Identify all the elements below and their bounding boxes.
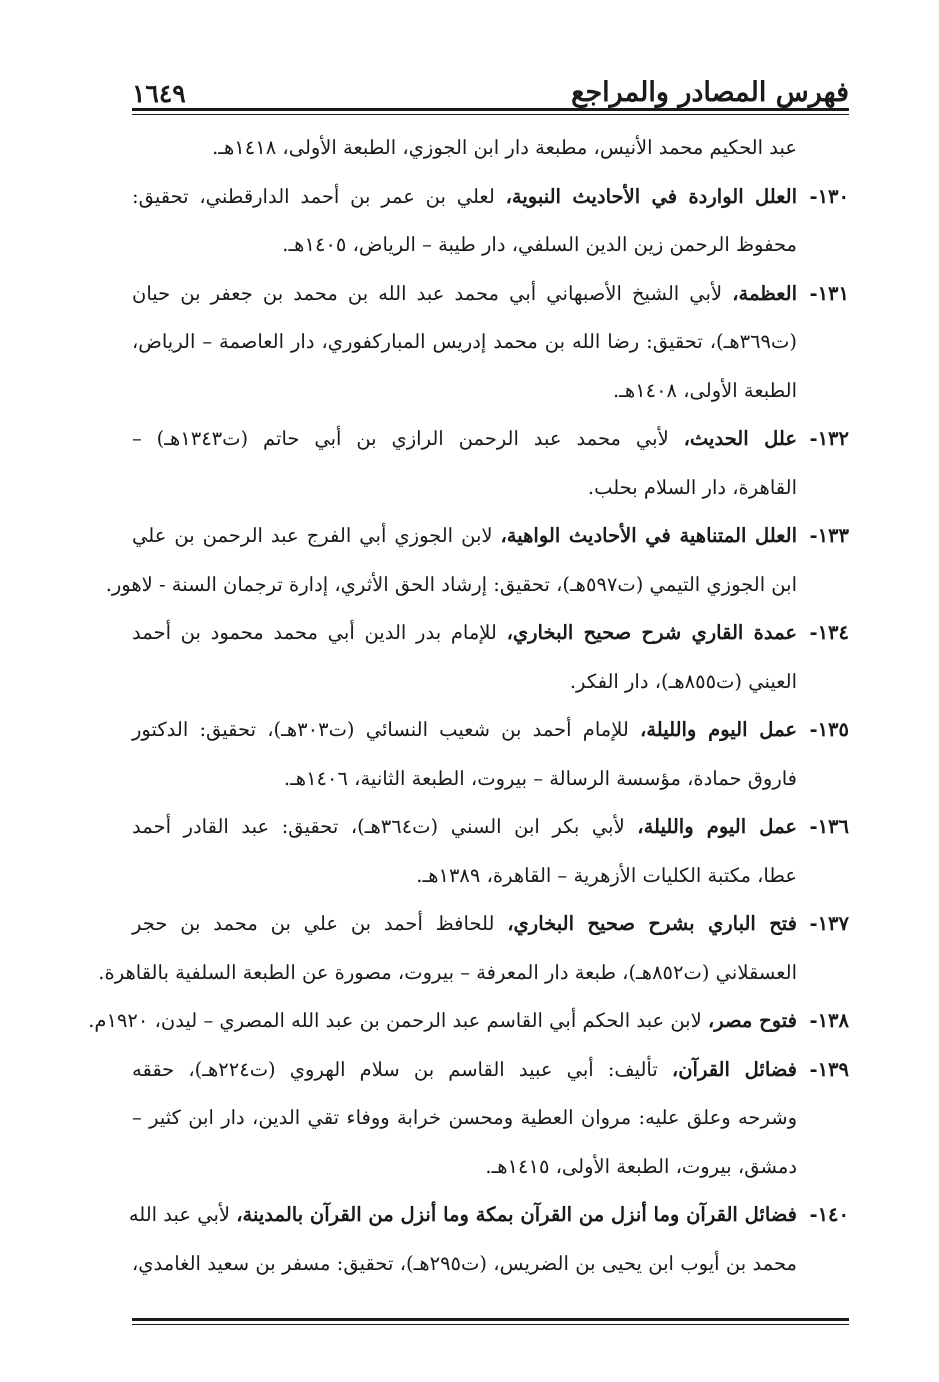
entry-first-text — [132, 900, 797, 949]
entry-continuation-line: دمشق، بيروت، الطبعة الأولى، ١٤١٥هـ. — [485, 1154, 797, 1178]
entry-first-line — [132, 270, 849, 319]
entry-number: ١٣٤- — [809, 621, 849, 644]
entry-title: فضائل القرآن وما أنزل من القرآن بمكة وما أنزل من القرآن بالمدينة، — [236, 1203, 797, 1226]
header-rule — [132, 108, 849, 111]
entry-number: ١٣٠- — [809, 184, 849, 208]
entry-first-line — [132, 609, 849, 658]
entry-continuation-line: فاروق حمادة، مؤسسة الرسالة – بيروت، الطبعة الثانية، ١٤٠٦هـ. — [283, 766, 797, 790]
entry-first-text — [132, 270, 797, 319]
entry-details: للإمام أحمد بن شعيب النسائي (ت٣٠٣هـ)، تحقيق: الدكتور — [132, 718, 629, 741]
entry-details: تأليف: أبي عبيد القاسم بن سلام الهروي (ت٢٢٤هـ)، حققه — [132, 1057, 658, 1081]
entry-continuation-line: وشرحه وعلق عليه: مروان العطية ومحسن خرابة ووفاء تقي الدين، دار ابن كثير – — [132, 1106, 797, 1129]
entry-first-line — [132, 415, 849, 464]
entry-first-line — [132, 512, 849, 561]
entry-first-text — [129, 1191, 797, 1240]
entry-first-text — [132, 173, 797, 222]
entry-number: ١٣٥- — [809, 718, 849, 741]
entry-first-line — [132, 173, 849, 222]
entry-number: ١٣١- — [809, 281, 849, 305]
entry-first-line — [88, 997, 849, 1046]
entry-details: لأبي محمد عبد الرحمن الرازي بن أبي حاتم (ت١٣٤٣هـ) – — [132, 427, 669, 450]
bibliography-entry — [132, 1046, 849, 1192]
entry-number: ١٣٣- — [809, 524, 849, 547]
entry-title: عمدة القاري شرح صحيح البخاري، — [506, 621, 797, 644]
entry-continuation-line: محمد بن أيوب ابن يحيى بن الضريس، (ت٢٩٥هـ)، تحقيق: مسفر بن سعيد الغامدي، — [132, 1251, 797, 1275]
entry-continuation-line: محفوظ الرحمن زين الدين السلفي، دار طيبة – الرياض، ١٤٠٥هـ. — [282, 233, 797, 256]
page-number: ١٦٤٩ — [132, 79, 186, 108]
entry-details: لابن الجوزي أبي الفرج عبد الرحمن بن علي — [132, 524, 493, 547]
entry-details: للحافظ أحمد بن علي بن محمد بن حجر — [132, 912, 495, 935]
header-rule-thin — [132, 114, 849, 115]
page-header — [132, 66, 849, 106]
bibliography-entry — [88, 997, 849, 1046]
entry-details: للإمام بدر الدين أبي محمد محمود بن أحمد — [132, 621, 497, 644]
bibliography-list — [88, 124, 849, 1288]
entry-continuation-line: القاهرة، دار السلام بحلب. — [587, 475, 797, 499]
bibliography-entry — [132, 270, 849, 416]
entry-first-line — [132, 1046, 849, 1095]
entry-title: علل الحديث، — [683, 427, 798, 450]
entry-continuation-line: الطبعة الأولى، ١٤٠٨هـ. — [612, 378, 797, 402]
entry-number: ١٣٦- — [809, 815, 849, 838]
entry-title: العلل المتناهية في الأحاديث الواهية، — [500, 524, 798, 547]
bibliography-entry — [105, 512, 849, 609]
continuation-entry — [132, 124, 849, 173]
bibliography-entry — [132, 803, 849, 900]
entry-number: ١٣٩- — [809, 1057, 849, 1081]
entry-details: لأبي عبد الله — [128, 1203, 231, 1226]
entry-first-line — [128, 1191, 849, 1240]
running-title: فهرس المصادر والمراجع — [571, 77, 849, 108]
entry-continuation-line: العيني (ت٨٥٥هـ)، دار الفكر. — [569, 669, 797, 693]
entry-first-line — [132, 803, 849, 852]
entry-first-line — [132, 900, 849, 949]
entry-details: لعلي بن عمر بن أحمد الدارقطني، تحقيق: — [132, 184, 495, 208]
entry-continuation-line: العسقلاني (ت٨٥٢هـ)، طبعة دار المعرفة – بيروت، مصورة عن الطبعة السلفية بالقاهرة. — [98, 960, 797, 984]
entry-first-text — [132, 1046, 797, 1095]
entry-first-line — [132, 706, 849, 755]
entry-details: لأبي بكر ابن السني (ت٣٦٤هـ)، تحقيق: عبد القادر أحمد — [132, 815, 625, 838]
continuation-line: عبد الحكيم محمد الأنيس، مطبعة دار ابن الجوزي، الطبعة الأولى، ١٤١٨هـ. — [212, 136, 797, 159]
entry-first-text — [88, 997, 797, 1046]
entry-first-text — [132, 803, 797, 852]
bibliography-entry — [132, 706, 849, 803]
entry-title: عمل اليوم والليلة، — [640, 718, 797, 741]
bibliography-entry — [132, 415, 849, 512]
entry-continuation-line: عطا، مكتبة الكليات الأزهرية – القاهرة، ١٣٨٩هـ. — [416, 863, 797, 887]
entry-title: فضائل القرآن، — [671, 1057, 797, 1081]
entry-title: عمل اليوم والليلة، — [637, 815, 797, 838]
footer-rule-thin — [132, 1324, 849, 1325]
entry-number: ١٣٨- — [809, 1009, 849, 1032]
entry-number: ١٣٧- — [809, 912, 849, 935]
bibliography-entry — [98, 900, 849, 997]
entry-first-text — [132, 512, 797, 561]
entry-title: فتوح مصر، — [707, 1009, 797, 1032]
entry-continuation-line: (ت٣٦٩هـ)، تحقيق: رضا الله بن محمد إدريس المباركفوري، دار العاصمة – الرياض، — [132, 330, 797, 353]
entry-first-text — [132, 415, 797, 464]
entry-details: لأبي الشيخ الأصبهاني أبي محمد عبد الله بن محمد بن جعفر بن حيان — [132, 281, 723, 305]
entry-first-text — [132, 609, 797, 658]
entry-continuation-line: ابن الجوزي التيمي (ت٥٩٧هـ)، تحقيق: إرشاد الحق الأثري، إدارة ترجمان السنة - لاهور. — [105, 572, 797, 596]
entry-title: فتح الباري بشرح صحيح البخاري، — [507, 912, 797, 935]
bibliography-entry — [128, 1191, 849, 1288]
entry-number: ١٣٢- — [809, 427, 849, 450]
entry-number: ١٤٠- — [809, 1203, 849, 1226]
entry-details: لابن عبد الحكم أبي القاسم عبد الرحمن بن عبد الله المصري – ليدن، ١٩٢٠م. — [88, 1009, 702, 1032]
footer-rule — [132, 1318, 849, 1321]
bibliography-entry — [132, 609, 849, 706]
entry-title: العظمة، — [732, 281, 798, 305]
entry-first-text — [132, 706, 797, 755]
entry-title: العلل الواردة في الأحاديث النبوية، — [505, 184, 798, 208]
bibliography-entry — [132, 173, 849, 270]
